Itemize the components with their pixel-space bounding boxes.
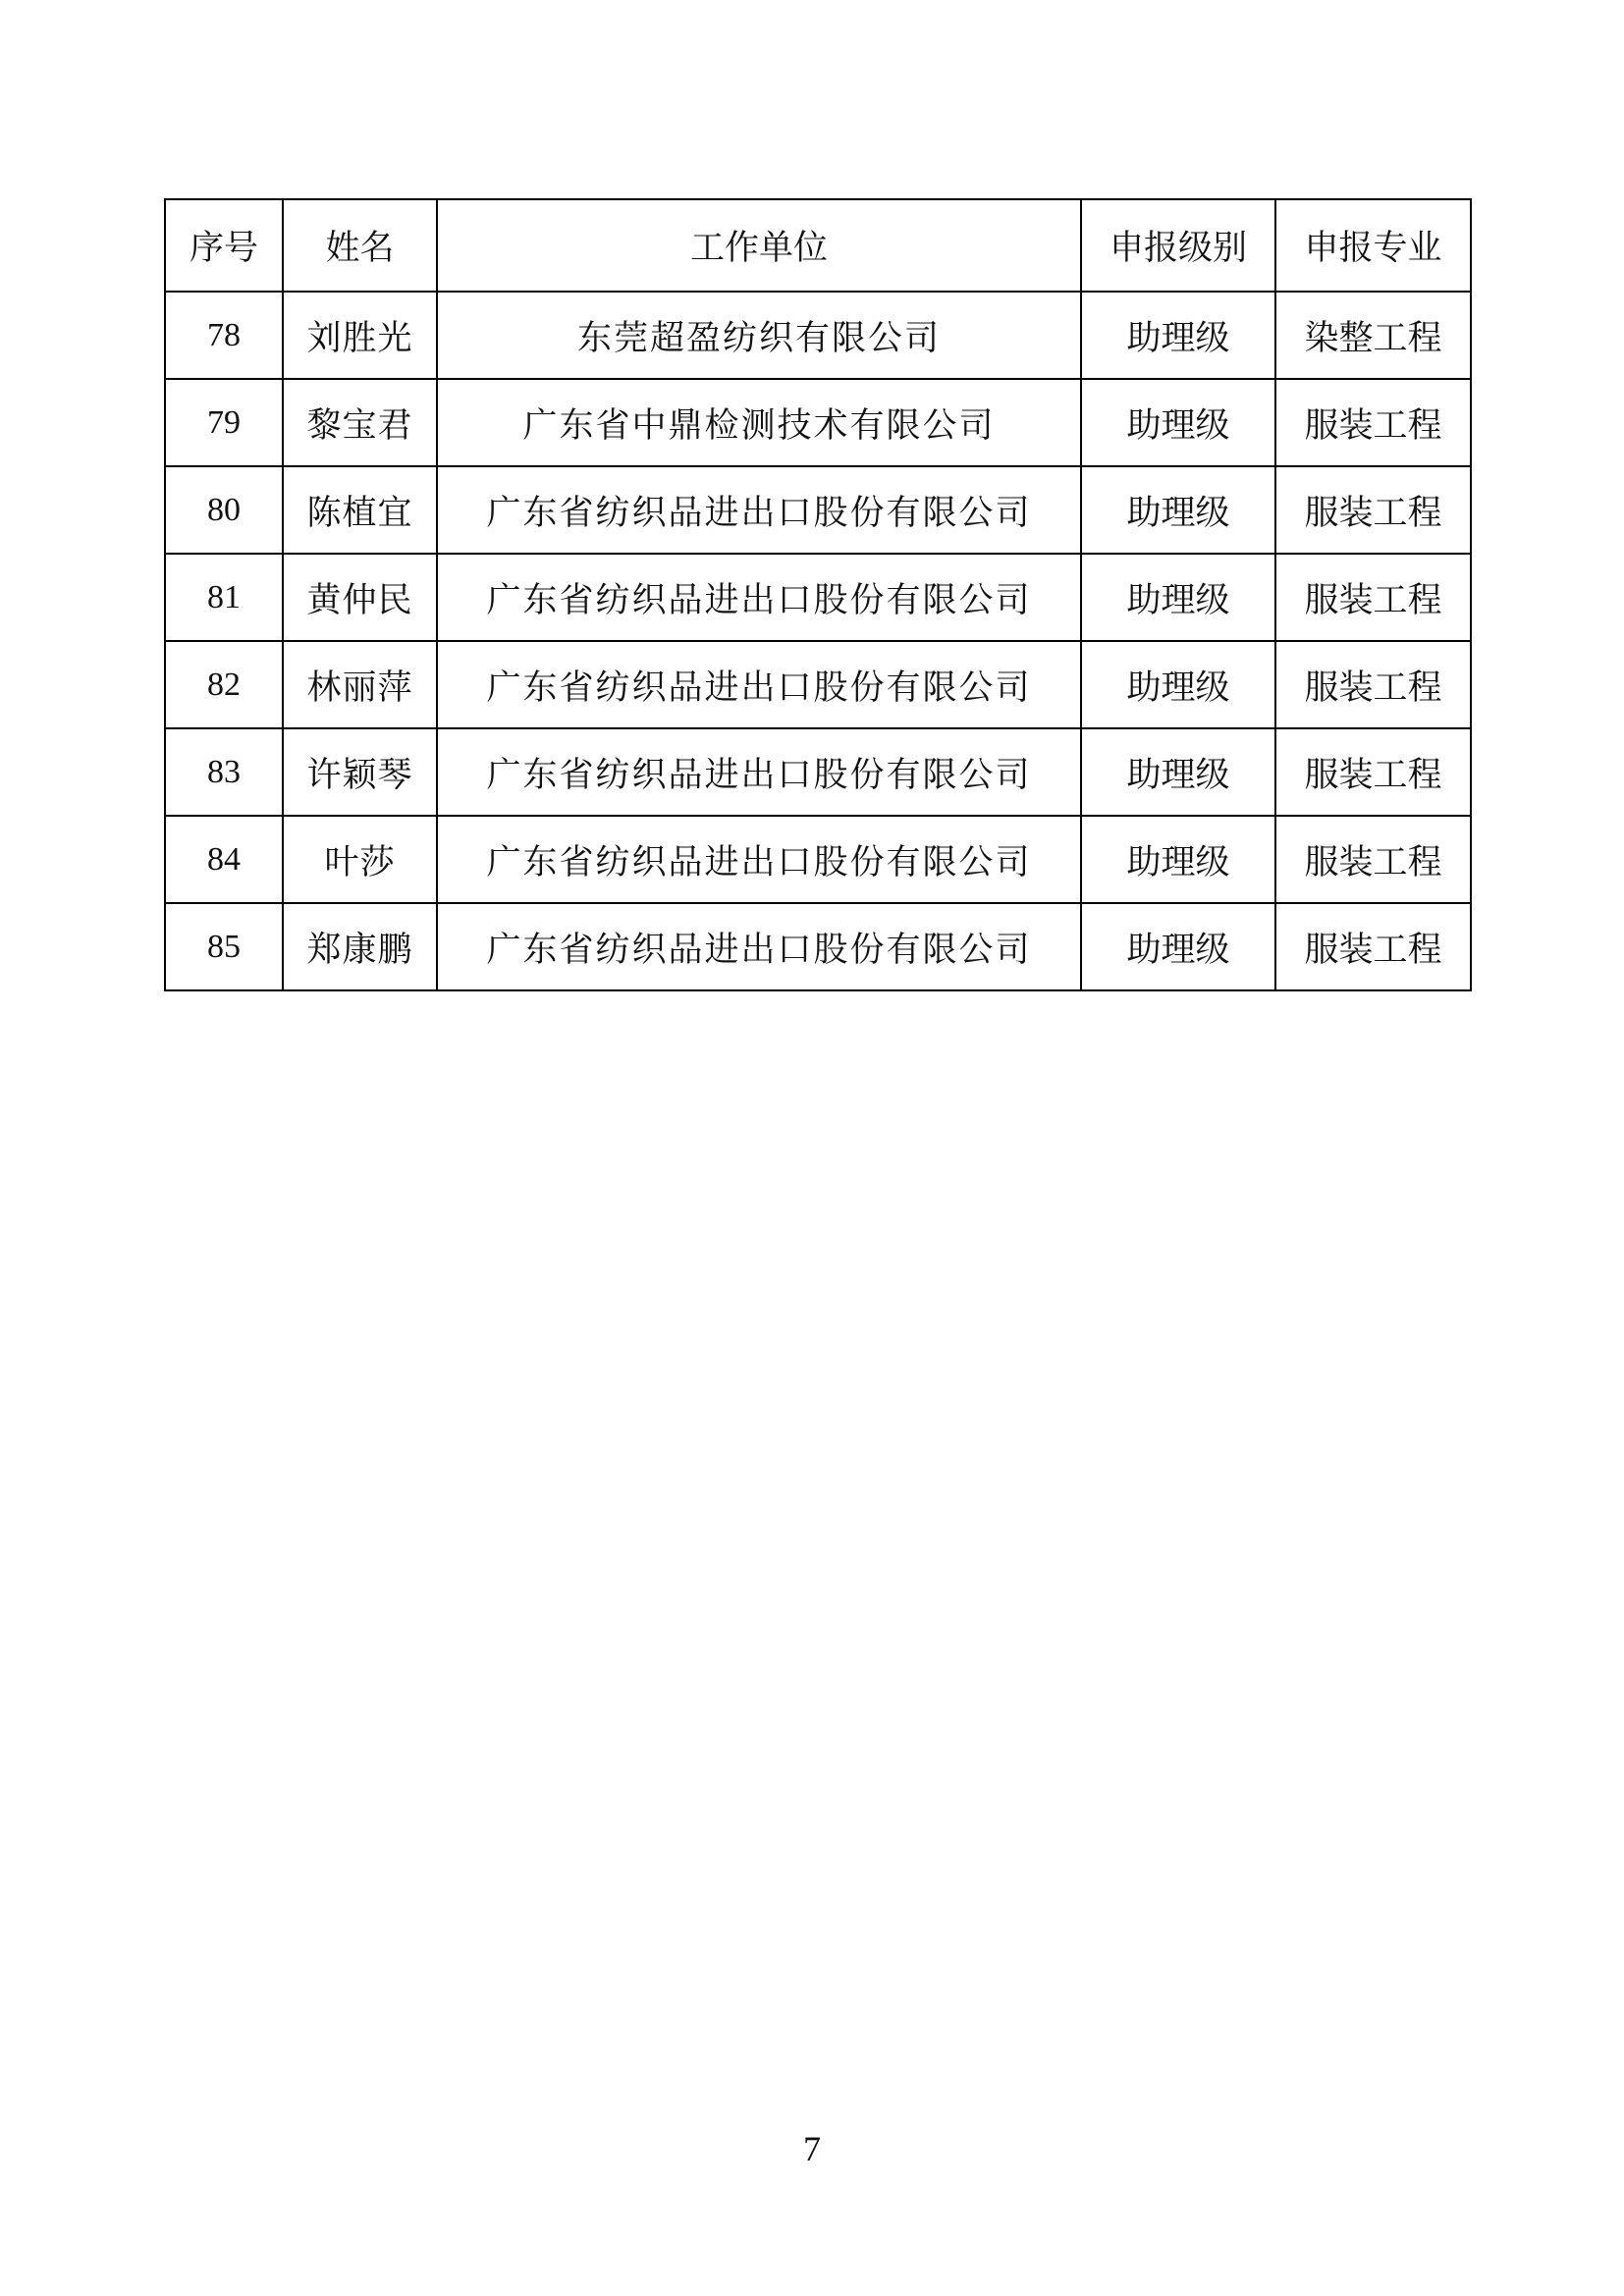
cell-name: 叶莎 — [283, 816, 437, 903]
header-no: 序号 — [165, 199, 283, 292]
applicant-table — [164, 198, 1472, 991]
cell-name: 陈植宜 — [283, 466, 437, 554]
cell-specialty: 服装工程 — [1275, 466, 1471, 554]
cell-unit: 广东省纺织品进出口股份有限公司 — [437, 903, 1081, 990]
cell-no: 84 — [165, 816, 283, 903]
cell-level: 助理级 — [1081, 554, 1275, 641]
cell-level: 助理级 — [1081, 641, 1275, 728]
cell-specialty: 染整工程 — [1275, 292, 1471, 379]
cell-specialty: 服装工程 — [1275, 816, 1471, 903]
table-header-row — [165, 199, 1471, 292]
cell-name: 林丽萍 — [283, 641, 437, 728]
cell-level: 助理级 — [1081, 816, 1275, 903]
cell-unit: 广东省中鼎检测技术有限公司 — [437, 379, 1081, 466]
table-row — [165, 816, 1471, 903]
cell-unit: 广东省纺织品进出口股份有限公司 — [437, 728, 1081, 816]
cell-name: 郑康鹏 — [283, 903, 437, 990]
table-row — [165, 292, 1471, 379]
cell-no: 81 — [165, 554, 283, 641]
header-specialty: 申报专业 — [1275, 199, 1471, 292]
cell-level: 助理级 — [1081, 728, 1275, 816]
cell-unit: 广东省纺织品进出口股份有限公司 — [437, 641, 1081, 728]
table-row — [165, 903, 1471, 990]
cell-no: 78 — [165, 292, 283, 379]
cell-unit: 广东省纺织品进出口股份有限公司 — [437, 466, 1081, 554]
cell-no: 82 — [165, 641, 283, 728]
cell-specialty: 服装工程 — [1275, 641, 1471, 728]
cell-name: 黎宝君 — [283, 379, 437, 466]
cell-specialty: 服装工程 — [1275, 728, 1471, 816]
cell-level: 助理级 — [1081, 292, 1275, 379]
cell-no: 79 — [165, 379, 283, 466]
page-number: 7 — [803, 2129, 821, 2168]
cell-level: 助理级 — [1081, 466, 1275, 554]
table-row — [165, 728, 1471, 816]
table-row — [165, 641, 1471, 728]
cell-level: 助理级 — [1081, 903, 1275, 990]
cell-no: 83 — [165, 728, 283, 816]
cell-level: 助理级 — [1081, 379, 1275, 466]
table-row — [165, 466, 1471, 554]
cell-name: 黄仲民 — [283, 554, 437, 641]
header-level: 申报级别 — [1081, 199, 1275, 292]
cell-no: 80 — [165, 466, 283, 554]
cell-unit: 广东省纺织品进出口股份有限公司 — [437, 816, 1081, 903]
cell-name: 许颖琴 — [283, 728, 437, 816]
cell-specialty: 服装工程 — [1275, 554, 1471, 641]
header-unit: 工作单位 — [437, 199, 1081, 292]
table-row — [165, 554, 1471, 641]
cell-unit: 广东省纺织品进出口股份有限公司 — [437, 554, 1081, 641]
cell-specialty: 服装工程 — [1275, 903, 1471, 990]
table-row — [165, 379, 1471, 466]
cell-name: 刘胜光 — [283, 292, 437, 379]
cell-no: 85 — [165, 903, 283, 990]
cell-specialty: 服装工程 — [1275, 379, 1471, 466]
header-name: 姓名 — [283, 199, 437, 292]
cell-unit: 东莞超盈纺织有限公司 — [437, 292, 1081, 379]
